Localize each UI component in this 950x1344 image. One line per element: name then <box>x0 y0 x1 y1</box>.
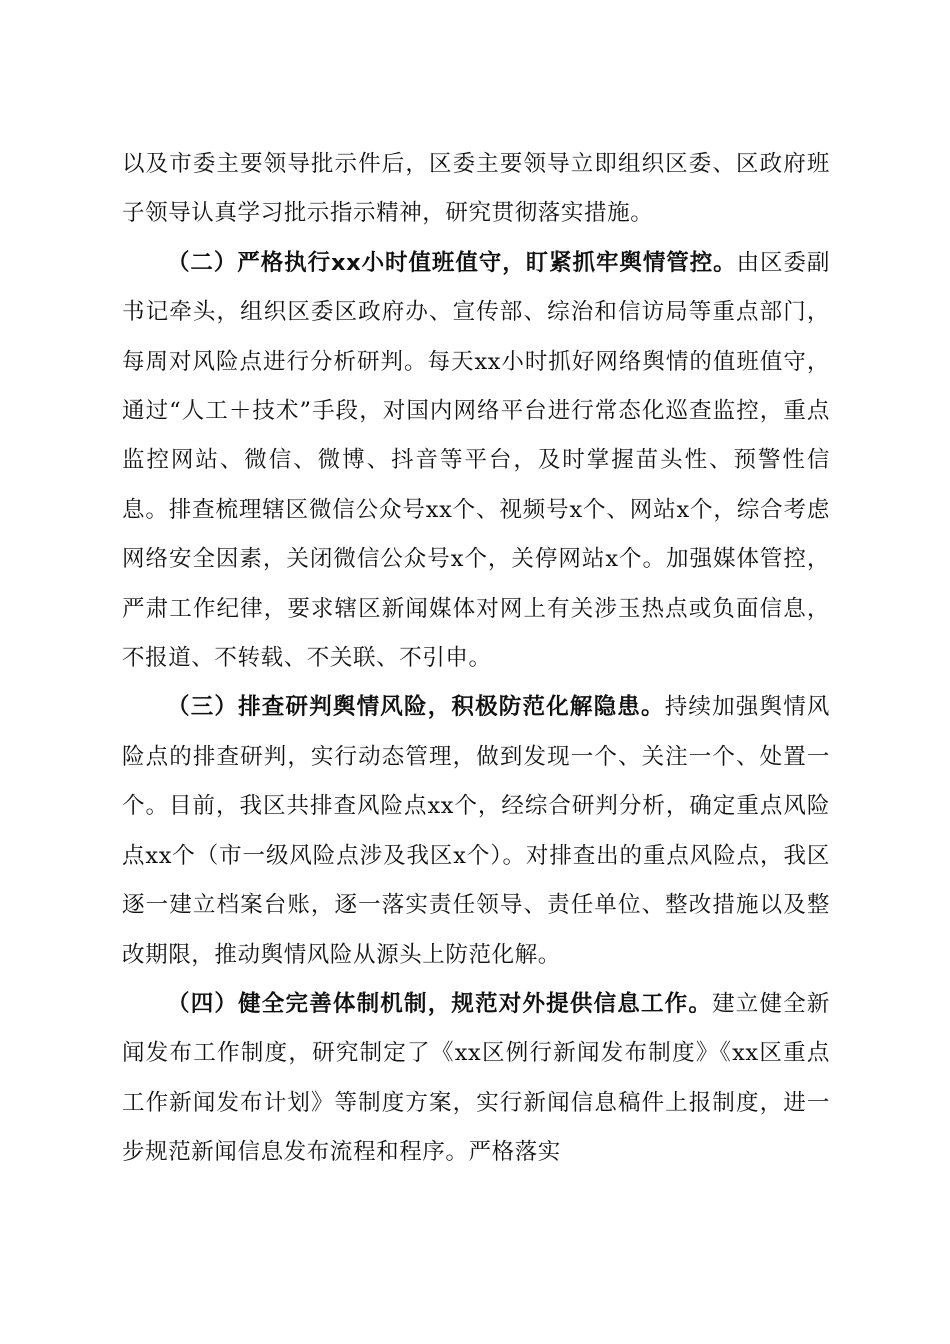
section-heading: （三）排查研判舆情风险，积极防范化解隐患。 <box>167 694 665 721</box>
document-body <box>122 140 830 1178</box>
paragraph-section-2 <box>122 239 830 684</box>
paragraph-section-4 <box>122 980 830 1178</box>
paragraph-text: 建立健全新闻发布工作制度，研究制定了《xx区例行新闻发布制度》《xx区重点工作新闻发布计划》等制度方案，实行新闻信息稿件上报制度，进一步规范新闻信息发布流程和程序。严格落实 <box>122 990 830 1166</box>
section-heading: （二）严格执行xx小时值班值守，盯紧抓牢舆情管控。 <box>167 249 737 276</box>
paragraph-continuation <box>122 140 830 239</box>
paragraph-section-3 <box>122 683 830 979</box>
section-heading: （四）健全完善体制机制，规范对外提供信息工作。 <box>167 990 713 1017</box>
paragraph-text: 持续加强舆情风险点的排查研判，实行动态管理，做到发现一个、关注一个、处置一个。目前，我区共排查风险点xx个，经综合研判分析，确定重点风险点xx个（市一级风险点涉及我区x个）。对排查出的重点风险点，我区逐一建立档案台账，逐一落实责任领导、责任单位、整改措施以及整改期限，推动舆情风险从源头上防范化解。 <box>122 694 831 968</box>
paragraph-text: 由区委副书记牵头，组织区委区政府办、宣传部、综治和信访局等重点部门，每周对风险点进行分析研判。每天xx小时抓好网络舆情的值班值守，通过“人工＋技术”手段，对国内网络平台进行常态化巡查监控，重点监控网站、微信、微博、抖音等平台，及时掌握苗头性、预警性信息。排查梳理辖区微信公众号xx个、视频号x个、网站x个，综合考虑网络安全因素，关闭微信公众号x个，关停网站x个。加强媒体管控，严肃工作纪律，要求辖区新闻媒体对网上有关涉玉热点或负面信息，不报道、不转载、不关联、不引申。 <box>122 249 831 672</box>
paragraph-text: 以及市委主要领导批示件后，区委主要领导立即组织区委、区政府班子领导认真学习批示指示精神，研究贯彻落实措施。 <box>122 151 830 227</box>
